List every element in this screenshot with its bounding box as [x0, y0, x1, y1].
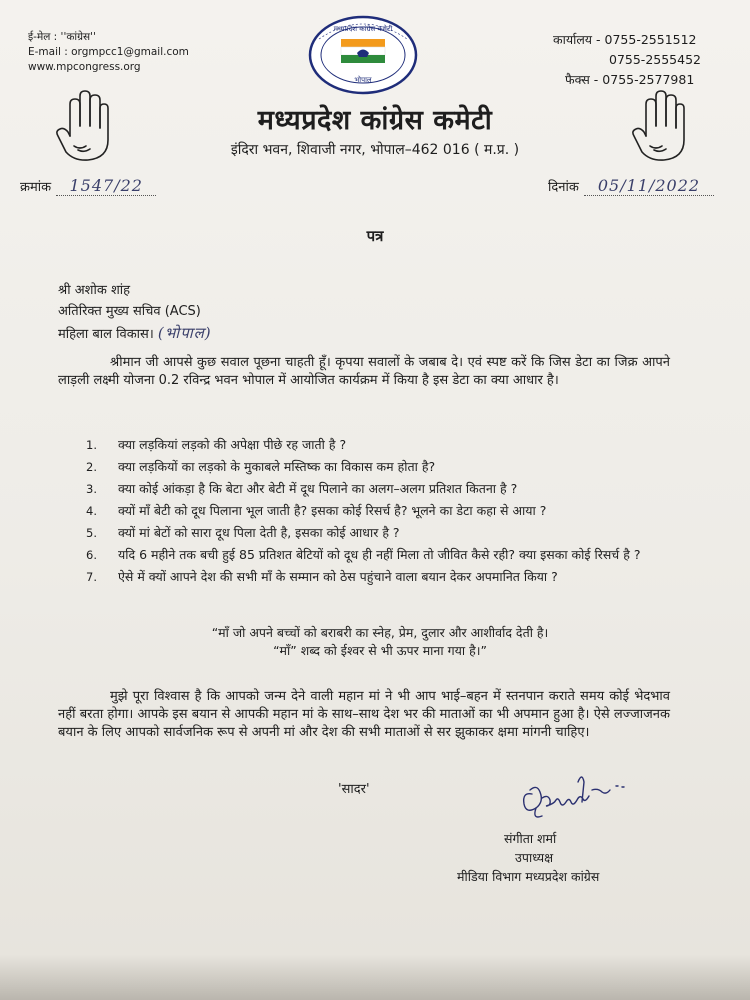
- office-phone-2: 0755-2555452: [609, 52, 701, 67]
- organization-title: मध्यप्रदेश कांग्रेस कमेटी: [257, 105, 493, 136]
- question-text: क्यों माँ बेटी को दूध पिलाना भूल जाती है? इसका कोई रिसर्च है? भूलने का डेटा कहा से आया ?: [118, 503, 547, 518]
- page-shadow: [0, 955, 750, 1000]
- hand-icon: [50, 88, 120, 164]
- questions-list: [86, 436, 660, 590]
- email-label: ई-मेल : ''कांग्रेस'': [28, 31, 96, 43]
- question-text: ऐसे में क्यों आपने देश की सभी माँ के सम्मान को ठेस पहुंचाने वाला बयान देकर अपमानित किया ?: [118, 569, 558, 584]
- question-item: [86, 480, 660, 498]
- date-value: 05/11/2022: [584, 176, 714, 196]
- hand-icon: [626, 88, 696, 164]
- signatory-block: [457, 829, 717, 886]
- logo-bottom-text: भोपाल: [354, 76, 372, 84]
- question-number: 6.: [86, 548, 97, 562]
- contact-left: [28, 30, 189, 75]
- letter-heading: पत्र: [366, 227, 384, 245]
- recipient-department: महिला बाल विकास।: [58, 327, 154, 342]
- party-logo: [307, 15, 419, 95]
- fax-number: फैक्स - 0755-2577981: [565, 72, 695, 87]
- question-text: क्या लड़कियां लड़को की अपेक्षा पीछे रह जाती है ?: [118, 437, 347, 452]
- signatory-name: संगीता शर्मा: [504, 831, 557, 846]
- quote-line-2: “माँ” शब्द को ईश्वर से भी ऊपर माना गया है।”: [273, 643, 487, 658]
- question-number: 5.: [86, 526, 97, 540]
- quote-block: [100, 624, 660, 660]
- recipient-designation: अतिरिक्त मुख्य सचिव (ACS): [58, 304, 201, 319]
- signatory-department: मीडिया विभाग मध्यप्रदेश कांग्रेस: [457, 869, 600, 884]
- recipient-name: श्री अशोक शांह: [58, 283, 131, 298]
- question-text: क्या कोई आंकड़ा है कि बेटा और बेटी में दूध पिलाने का अलग–अलग प्रतिशत कितना है ?: [118, 481, 518, 496]
- question-number: 4.: [86, 504, 97, 518]
- question-text: क्यों मां बेटों को सारा दूध पिला देती है, इसका कोई आधार है ?: [118, 525, 400, 540]
- recipient-block: [58, 281, 458, 345]
- contact-right: [553, 30, 733, 90]
- question-item: [86, 524, 660, 542]
- question-text: यदि 6 महीने तक बची हुई 85 प्रतिशत बेटियों को दूध ही नहीं मिला तो जीवित कैसे रही? क्या इसका कोई रिसर्च है ?: [118, 547, 641, 562]
- hand-symbol-left: [50, 88, 120, 168]
- question-text: क्या लड़कियों का लड़को के मुकाबले मस्तिष्क का विकास कम होता है?: [118, 459, 436, 474]
- question-item: [86, 458, 660, 476]
- signature-icon: [512, 764, 642, 826]
- website: www.mpcongress.org: [28, 61, 141, 73]
- signature: [512, 764, 642, 830]
- question-item: [86, 502, 660, 520]
- office-phone-1: कार्यालय - 0755-2551512: [553, 32, 697, 47]
- hand-symbol-right: [626, 88, 696, 168]
- question-number: 3.: [86, 482, 97, 496]
- letter-date: [548, 176, 748, 196]
- question-item: [86, 436, 660, 454]
- question-item: [86, 546, 660, 564]
- logo-top-text: मध्यप्रदेश कांग्रेस कमेटी: [333, 25, 393, 33]
- question-number: 7.: [86, 570, 97, 584]
- reference-number: [20, 176, 270, 196]
- recipient-place: (भोपाल): [157, 324, 212, 342]
- question-item: [86, 568, 660, 586]
- date-label: दिनांक: [548, 180, 579, 195]
- email-address: E-mail : orgmpcc1@gmail.com: [28, 46, 189, 58]
- question-number: 2.: [86, 460, 97, 474]
- quote-line-1: “माँ जो अपने बच्चों को बराबरी का स्नेह, प्रेम, दुलार और आशीर्वाद देती है।: [211, 625, 549, 640]
- closing-paragraph: मुझे पूरा विश्वास है कि आपको जन्म देने वाली महान मां ने भी आप भाई–बहन में स्तनपान कराते समय कोई भेदभाव नहीं बरता होगा। आपके इस बयान से आपकी महान मां के साथ–साथ देश भर की माताओं का भी अपमान हुआ है। ऐसे लज्जाजनक बयान के लिए आपको सार्वजनिक रूप से अपनी मां और देश की सभी माताओं से सर झुकाकर क्षमा मांगनी चाहिए।: [58, 689, 670, 740]
- regards: 'सादर': [338, 782, 370, 797]
- ref-value: 1547/22: [56, 176, 156, 196]
- signatory-designation: उपाध्यक्ष: [515, 850, 554, 865]
- question-number: 1.: [86, 438, 97, 452]
- ref-label: क्रमांक: [20, 180, 52, 195]
- intro-paragraph: श्रीमान जी आपसे कुछ सवाल पूछना चाहती हूँ। कृपया सवालों के जबाब दे। एवं स्पष्ट करें कि जिस डेटा का जिक्र आपने लाड़ली लक्ष्मी योजना 0.2 रविन्द्र भवन भोपाल में आयोजित कार्यक्रम में किया है इस डेटा का क्या आधार है।: [58, 355, 670, 388]
- organization-address: इंदिरा भवन, शिवाजी नगर, भोपाल–462 016 ( म.प्र. ): [230, 142, 520, 158]
